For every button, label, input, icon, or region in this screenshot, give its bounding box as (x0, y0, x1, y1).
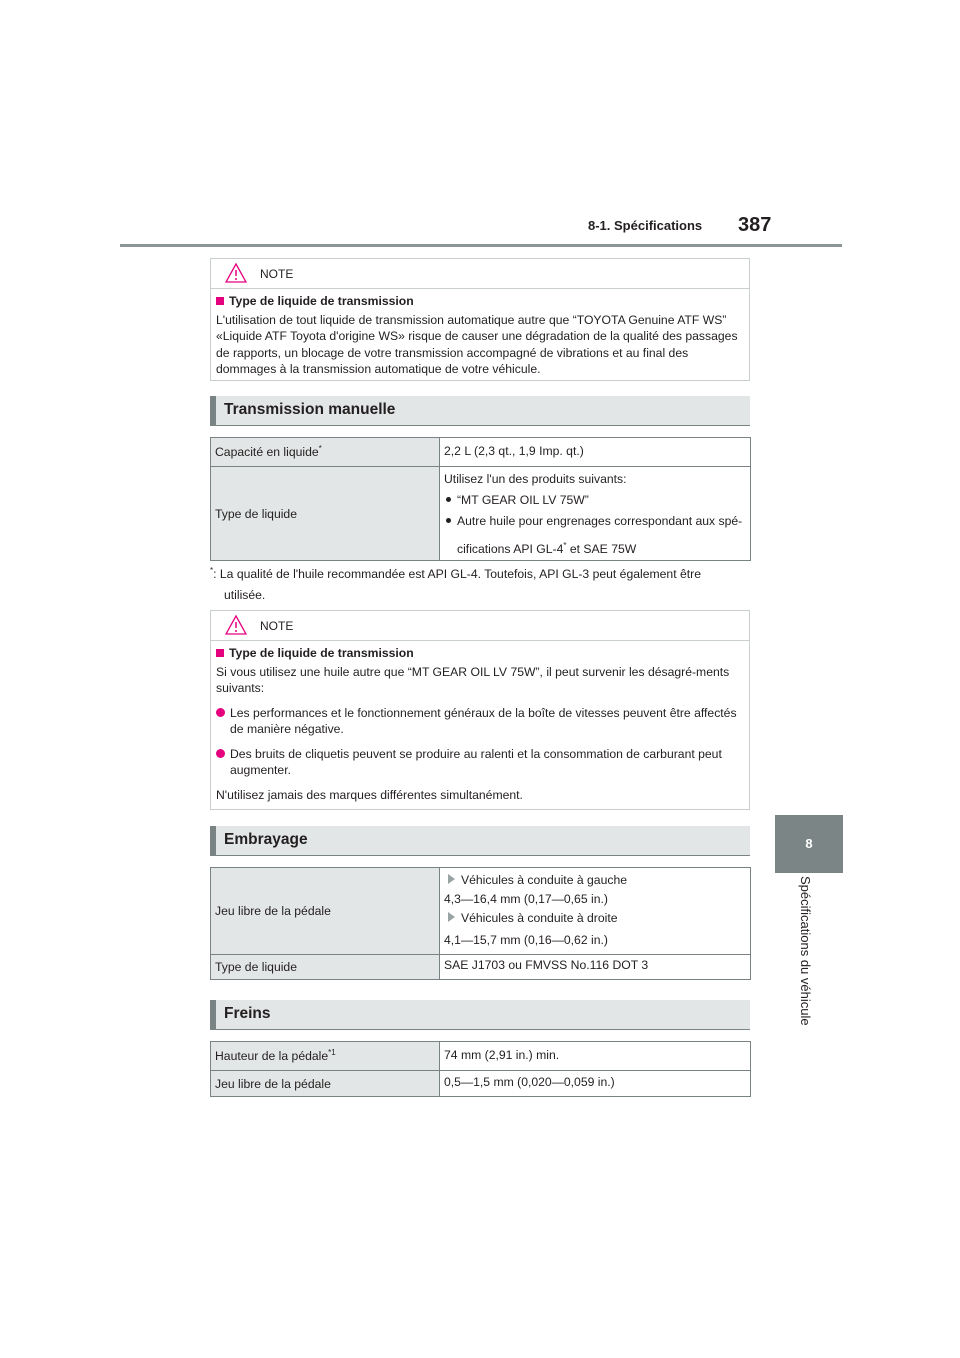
circle-bullet-icon (216, 749, 225, 758)
note-intro: Si vous utilisez une huile autre que “MT GEAR OIL LV 75W”, il peut survenir les désagré-ments suivants: (216, 664, 730, 695)
table-row (211, 467, 751, 561)
heading-text: Freins (224, 1005, 271, 1022)
note-box-mt-oil: NOTE Type de liquide de transmission Si vous utilisez une huile autre que “MT GEAR OIL LV 75W”, il peut survenir les désagré-ments suivants: Les performances et le fonctionnement généraux de la boîte de vitesses peuvent être affectés de manière négative. Des bruits de cliquetis peuvent se produire au ralenti et la consommation de carburant peut augmenter. N'utilisez jamais des marques différentes simultanément. (210, 610, 750, 810)
note-header (211, 259, 749, 289)
section-heading-clutch (210, 826, 750, 856)
table-row (211, 1042, 751, 1071)
square-bullet-icon (216, 649, 224, 657)
freeplay-label: Jeu libre de la pédale (211, 868, 440, 955)
pedal-height-label-cell: Hauteur de la pédale$^{*1}$ (211, 1042, 440, 1071)
triangle-bullet-icon (448, 912, 455, 922)
fluid-label: Type de liquide (211, 955, 440, 980)
note-text: L'utilisation de tout liquide de transmission automatique autre que “TOYOTA Genuine ATF WS” «Liquide ATF Toyota d'origine WS» risque de causer une dégradation de la qualité des passages de rapports, un blocage de votre transmission accompagné de vibrations et au final des dommages à la transmission automatique de votre véhicule. (216, 312, 738, 376)
section-heading-brakes (210, 1000, 750, 1030)
warning-triangle-icon (225, 263, 247, 283)
table-row (211, 868, 751, 955)
chapter-label: Spécifications du véhicule (798, 876, 813, 1026)
heading-text: Embrayage (224, 831, 308, 848)
heading-text: Transmission manuelle (224, 401, 396, 418)
page-number: 387 (738, 214, 772, 236)
warning-triangle-icon (225, 615, 247, 635)
bullet-icon (446, 518, 451, 523)
header-rule (120, 244, 842, 247)
chapter-tab: 8 (775, 815, 843, 873)
table-row (211, 438, 751, 467)
freeplay-value: 0,5—1,5 mm (0,020—0,059 in.) (440, 1071, 751, 1097)
capacity-value: 2,2 L (2,3 qt., 1,9 Imp. qt.) (440, 438, 751, 467)
fluid-value: SAE J1703 ou FMVSS No.116 DOT 3 (440, 955, 751, 980)
freeplay-label: Jeu libre de la pédale (211, 1071, 440, 1097)
circle-bullet-icon (216, 708, 225, 717)
bullet-icon (446, 497, 451, 502)
note-subtitle: Type de liquide de transmission (229, 294, 414, 308)
square-bullet-icon (216, 297, 224, 305)
note-box-atf (210, 258, 750, 381)
table-row (211, 955, 751, 980)
capacity-label-cell: Capacité en liquide* (211, 438, 440, 467)
manual-transmission-table (210, 437, 751, 561)
section-heading-manual (210, 396, 750, 426)
footnote: *: La qualité de l'huile recommandée est API GL-4. Toutefois, API GL-3 peut également être utilisée. (210, 566, 701, 603)
freeplay-value-cell: Véhicules à conduite à gauche 4,3—16,4 mm (0,17—0,65 in.) Véhicules à conduite à droite 4,1—15,7 mm (0,16—0,62 in.) (440, 868, 751, 955)
table-row (211, 1071, 751, 1097)
note-title: NOTE (260, 619, 294, 633)
clutch-table (210, 867, 751, 980)
pedal-height-value: 74 mm (2,91 in.) min. (440, 1042, 751, 1071)
note-subtitle: Type de liquide de transmission (229, 646, 414, 660)
fluid-label: Type de liquide (211, 467, 440, 561)
triangle-bullet-icon (448, 874, 455, 884)
fluid-value-cell: Utilisez l'un des produits suivants: “MT GEAR OIL LV 75W” Autre huile pour engrenages correspondant aux spé- cifications API GL-4* et SAE 75W (440, 467, 751, 561)
note-header (211, 611, 749, 641)
brakes-table (210, 1041, 751, 1097)
note-title: NOTE (260, 267, 294, 281)
section-title: 8-1. Spécifications (588, 218, 703, 233)
note-closing: N'utilisez jamais des marques différentes simultanément. (216, 787, 523, 802)
